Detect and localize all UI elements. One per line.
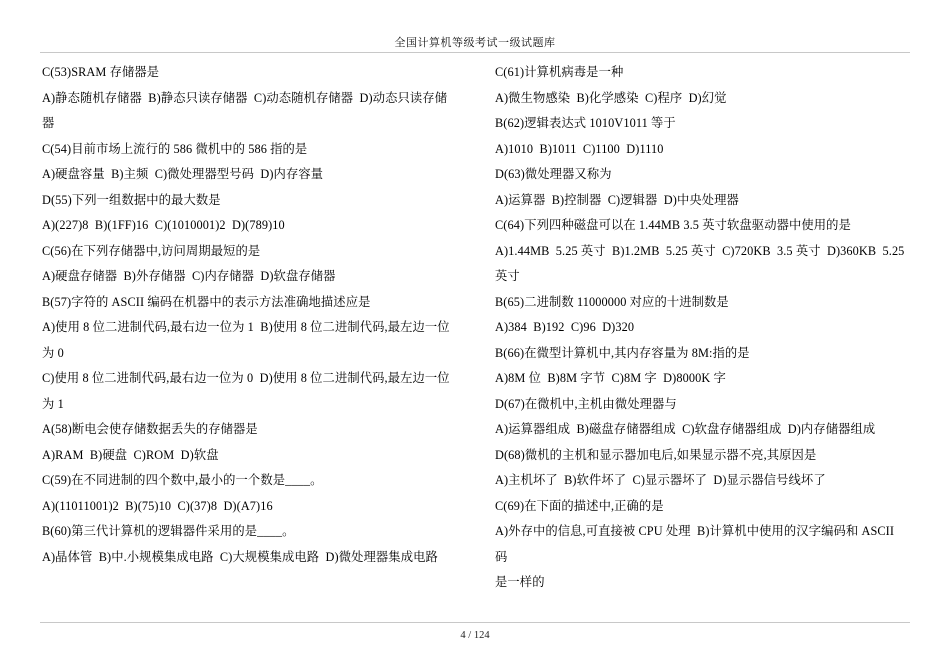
text-line: A)(11011001)2 B)(75)10 C)(37)8 D)(A7)16: [42, 498, 273, 513]
text-line: 为 0: [42, 345, 64, 360]
text-line: B(62)逻辑表达式 1010V1011 等于: [495, 116, 676, 130]
text-line: A)384 B)192 C)96 D)320: [495, 320, 635, 334]
text-line: C(53)SRAM 存储器是: [42, 65, 160, 79]
text-line: A)使用 8 位二进制代码,最右边一位为 1 B)使用 8 位二进制代码,最左边一位: [42, 320, 450, 334]
text-line: 为 1: [42, 396, 64, 411]
text-line: A)1.44MB 5.25 英寸 B)1.2MB 5.25 英寸 C)720KB 3.5 英寸 D)360KB 5.25: [495, 243, 905, 258]
text-line: A)运算器 B)控制器 C)逻辑器 D)中央处理器: [495, 192, 739, 207]
text-line: A)外存中的信息,可直接被 CPU 处理 B)计算机中使用的汉字编码和 ASCII 码: [495, 524, 898, 564]
text-line: 器: [42, 116, 55, 130]
text-line: A)(227)8 B)(1FF)16 C)(1010001)2 D)(789)10: [42, 218, 285, 232]
text-line: A)晶体管 B)中.小规模集成电路 C)大规模集成电路 D)微处理器集成电路: [42, 549, 438, 564]
text-line: D(68)微机的主机和显示器加电后,如果显示器不亮,其原因是: [495, 447, 817, 462]
text-line: A)1010 B)1011 C)1100 D)1110: [495, 141, 664, 156]
content-columns: [0, 60, 950, 596]
right-column: [475, 60, 908, 596]
text-line: 是一样的: [495, 575, 545, 589]
text-line: A)RAM B)硬盘 C)ROM D)软盘: [42, 447, 219, 462]
page-footer: [0, 630, 950, 641]
text-line: A)主机坏了 B)软件坏了 C)显示器坏了 D)显示器信号线坏了: [495, 473, 826, 487]
text-line: A)运算器组成 B)磁盘存储器组成 C)软盘存储器组成 D)内存储器组成: [495, 422, 876, 436]
text-line: B(65)二进制数 11000000 对应的十进制数是: [495, 294, 729, 309]
text-line: C(61)计算机病毒是一种: [495, 65, 624, 79]
text-line: A)硬盘存储器 B)外存储器 C)内存储器 D)软盘存储器: [42, 269, 336, 283]
header-divider: [40, 52, 910, 53]
text-line: C)使用 8 位二进制代码,最右边一位为 0 D)使用 8 位二进制代码,最左边一位: [42, 371, 450, 385]
page-header: [0, 0, 950, 50]
page-number: 4 / 124: [460, 630, 490, 641]
text-line: A)静态随机存储器 B)静态只读存储器 C)动态随机存储器 D)动态只读存储: [42, 90, 448, 105]
text-line: B(60)第三代计算机的逻辑器件采用的是____。: [42, 524, 295, 538]
text-line: C(69)在下面的描述中,正确的是: [495, 498, 664, 513]
left-column: [42, 60, 475, 596]
header-title: 全国计算机等级考试一级试题库: [394, 37, 556, 49]
text-line: C(59)在不同进制的四个数中,最小的一个数是____。: [42, 473, 323, 487]
text-line: D(55)下列一组数据中的最大数是: [42, 192, 221, 207]
text-line: A)8M 位 B)8M 字节 C)8M 字 D)8000K 字: [495, 371, 726, 385]
text-line: D(63)微处理器又称为: [495, 167, 612, 181]
footer-divider: [40, 622, 910, 623]
text-line: A(58)断电会使存储数据丢失的存储器是: [42, 422, 258, 436]
text-line: B(66)在微型计算机中,其内存容量为 8M:指的是: [495, 345, 750, 360]
text-line: C(56)在下列存储器中,访问周期最短的是: [42, 243, 261, 258]
text-line: C(64)下列四种磁盘可以在 1.44MB 3.5 英寸软盘驱动器中使用的是: [495, 218, 851, 232]
text-line: A)硬盘容量 B)主频 C)微处理器型号码 D)内存容量: [42, 167, 324, 181]
text-line: C(54)目前市场上流行的 586 微机中的 586 指的是: [42, 141, 308, 156]
text-line: D(67)在微机中,主机由微处理器与: [495, 396, 677, 411]
text-line: A)微生物感染 B)化学感染 C)程序 D)幻觉: [495, 90, 727, 105]
text-line: B(57)字符的 ASCII 编码在机器中的表示方法准确地描述应是: [42, 294, 371, 309]
text-line: 英寸: [495, 269, 520, 283]
